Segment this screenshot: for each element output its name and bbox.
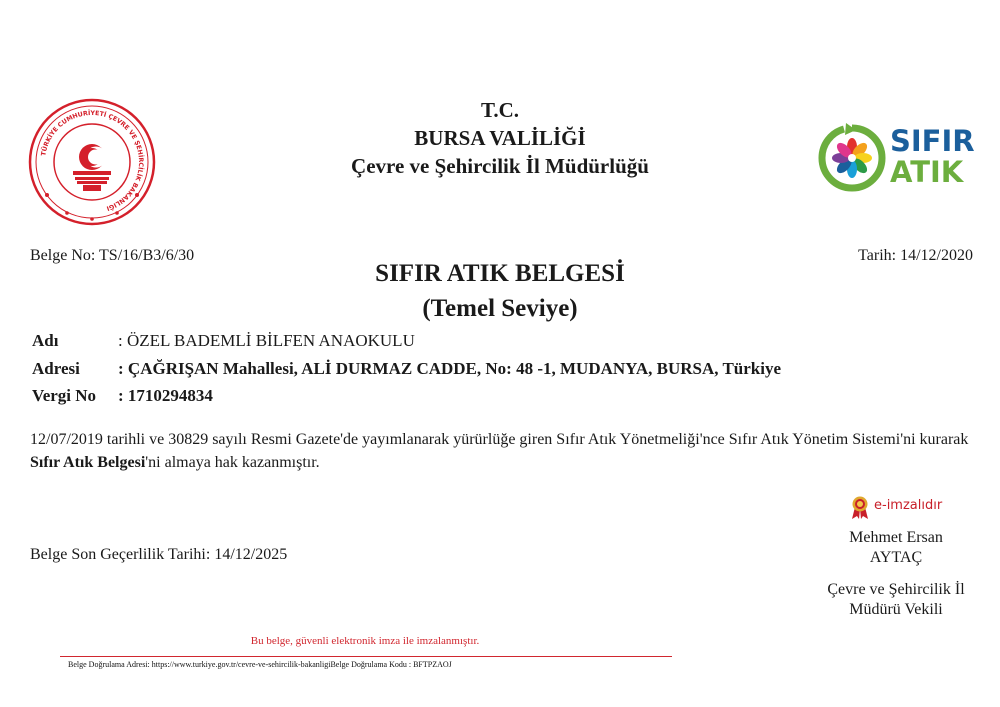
zero-waste-logo — [816, 122, 976, 194]
statement-text-end: 'ni almaya hak kazanmıştır. — [145, 454, 320, 471]
address-label: Adresi — [32, 359, 80, 378]
e-signature-badge — [850, 496, 960, 522]
validity-date: Belge Son Geçerlilik Tarihi: 14/12/2025 — [30, 546, 288, 563]
signer-title-line-2: Müdürü Vekili — [849, 601, 943, 618]
document-number: Belge No: TS/16/B3/6/30 — [30, 247, 195, 264]
certificate-title: SIFIR ATIK BELGESİ — [375, 260, 625, 287]
header-governorship: BURSA VALİLİĞİ — [414, 126, 586, 150]
signer-surname: AYTAÇ — [869, 549, 923, 566]
tax-number-value: : 1710294834 — [118, 386, 213, 405]
signer-title-line-1: Çevre ve Şehircilik İl — [827, 581, 965, 598]
signer-title-block — [796, 580, 996, 620]
footer-divider — [60, 656, 672, 657]
logo-line-1: SIFIR — [890, 124, 975, 158]
zero-waste-wordmark — [890, 126, 975, 188]
award-ribbon-icon — [850, 496, 870, 520]
verification-info: Belge Doğrulama Adresi: https://www.turkiye.gov.tr/cevre-ve-sehircilik-bakanligiBelge Doğrulama Kodu : BFTPZAOJ — [68, 660, 452, 669]
certificate-statement — [30, 428, 970, 474]
name-value: : ÖZEL BADEMLİ BİLFEN ANAOKULU — [118, 331, 415, 350]
seal-ring-text: TÜRKİYE CUMHURİYETİ ÇEVRE VE ŞEHİRCİLİK BAKANLIĞI — [40, 109, 145, 212]
signer-name: Mehmet Ersan — [849, 529, 943, 546]
e-signature-label: e-imzalıdır — [874, 498, 943, 513]
address-value: : ÇAĞRIŞAN Mahallesi, ALİ DURMAZ CADDE, No: 48 -1, MUDANYA, BURSA, Türkiye — [118, 359, 782, 378]
signature-note: Bu belge, güvenli elektronik imza ile imzalanmıştır. — [250, 635, 480, 647]
name-label: Adı — [32, 331, 59, 350]
zero-waste-flower-icon — [816, 122, 888, 194]
logo-line-2: ATIK — [890, 155, 964, 189]
tax-number-label: Vergi No — [32, 386, 97, 405]
statement-text-start: 12/07/2019 tarihli ve 30829 sayılı Resmi Gazete'de yayımlanarak yürürlüğe giren Sıfır Atık Yönetmeliği'nce Sıfır Atık Yönetim Sistemi'ni kurarak — [30, 431, 969, 448]
certificate-title-block — [0, 256, 1000, 326]
certificate-level: (Temel Seviye) — [422, 295, 578, 322]
signer-name-block — [796, 528, 996, 568]
document-date: Tarih: 14/12/2020 — [858, 247, 973, 264]
statement-certificate-name: Sıfır Atık Belgesi — [30, 454, 146, 471]
header-country: T.C. — [480, 98, 520, 122]
header-directorate: Çevre ve Şehircilik İl Müdürlüğü — [351, 154, 649, 178]
